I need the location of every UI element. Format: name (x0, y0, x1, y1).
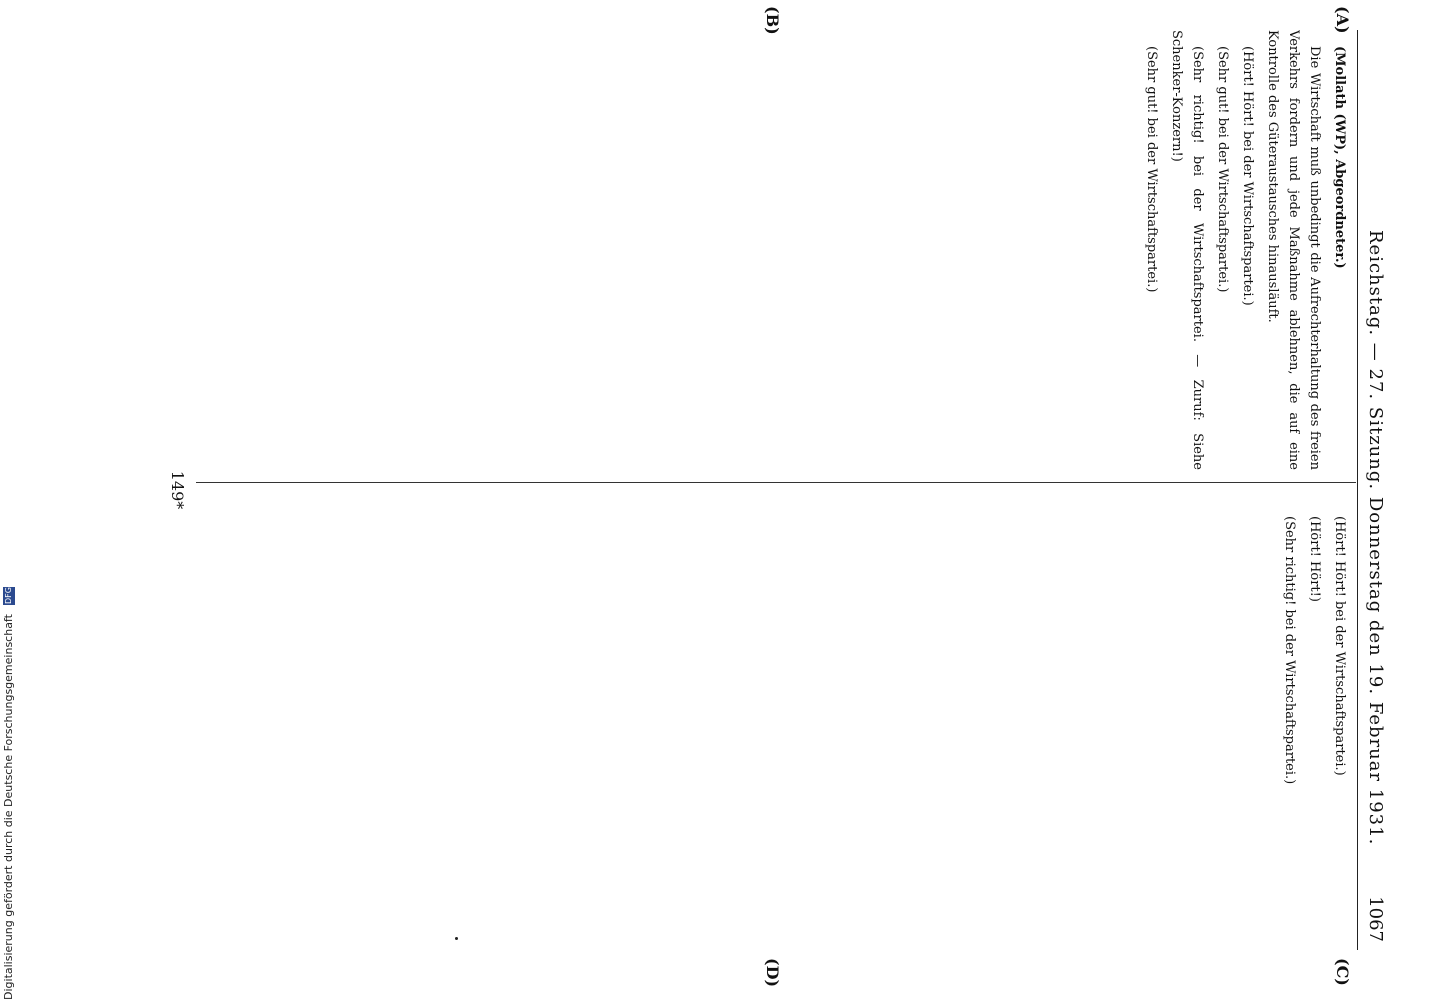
margin-marker-c: (C) (1333, 958, 1352, 986)
header-title: Reichstag. — 27. Sitzung. Donnerstag den 19. Februar 1931. (1365, 230, 1386, 846)
margin-marker-d: (D) (763, 958, 782, 988)
scan-speck (455, 937, 458, 940)
interjection: (Sehr richtig! bei der Wirtschaftspartei. — Zuruf: Siehe Schenker-Konzern!) (1169, 30, 1205, 470)
credit-text: Digitalisierung gefördert durch die Deutsche Forschungsgemeinschaft (2, 614, 15, 1000)
interjection: (Sehr richtig! bei der Wirtschaftspartei.) (1282, 516, 1297, 785)
page-number: 1067 (1365, 896, 1386, 942)
interjection: (Hört! Hört! bei der Wirtschaftspartei.) (1240, 46, 1255, 306)
speaker-line: (Mollath (WP), Abgeordneter.) (1332, 46, 1347, 269)
digitization-credit (2, 0, 18, 1000)
margin-marker-b: (B) (763, 6, 782, 35)
sheet-signature: 149* (168, 470, 187, 510)
right-column (200, 500, 1350, 940)
left-column (200, 30, 1350, 470)
interjection: (Sehr gut! bei der Wirtschaftspartei.) (1144, 46, 1159, 293)
margin-marker-a: (A) (1333, 6, 1352, 34)
paragraph: Die Wirtschaft muß unbedingt die Aufrechterhaltung des freien Verkehrs fordern und jede Maßnahme ablehnen, die auf eine Kontrolle des Güteraustausches hinausläuft. (1265, 30, 1322, 470)
rotated-content-frame (152, 0, 1392, 988)
page-header (1357, 30, 1392, 950)
interjection: (Hört! Hört! bei der Wirtschaftspartei.) (1332, 516, 1347, 776)
interjection: (Sehr gut! bei der Wirtschaftspartei.) (1215, 46, 1230, 293)
column-divider (196, 482, 1356, 483)
interjection: (Hört! Hört!) (1307, 516, 1322, 602)
dfg-logo-icon: DFG (4, 587, 13, 605)
